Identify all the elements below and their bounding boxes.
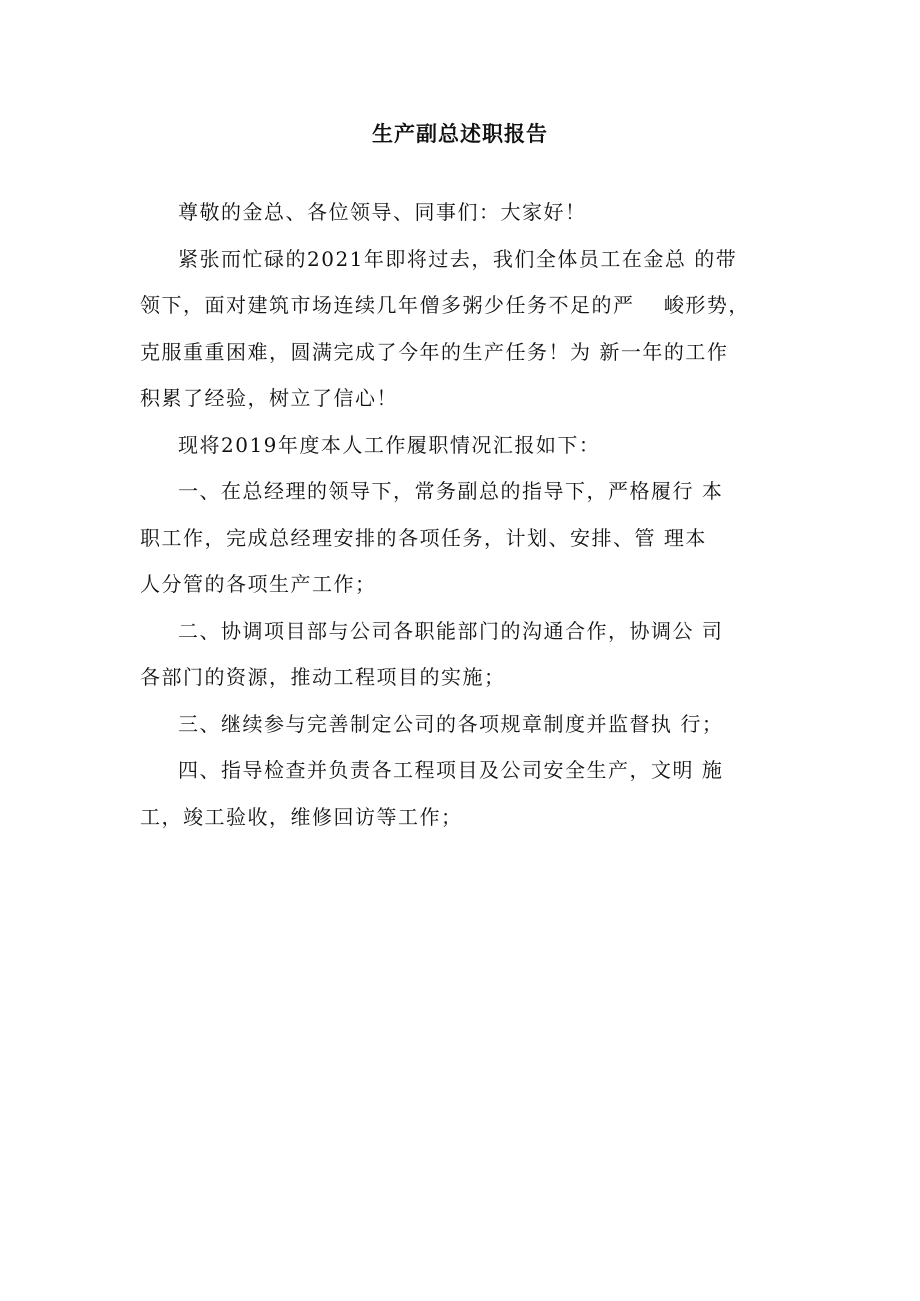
list-item-line: 三、继续参与完善制定公司的各项规章制度并监督执 行； [178,711,724,736]
list-item-line: 人分管的各项生产工作； [140,572,377,596]
list-item-line: 职工作，完成总经理安排的各项任务，计划、安排、管 理本 [140,525,707,550]
paragraph-line: 紧张而忙碌的2021年即将过去，我们全体员工在金总 的带 [178,246,738,271]
paragraph-line: 现将2019年度本人工作履职情况汇报如下： [178,432,601,457]
paragraph-line: 领下，面对建筑市场连续几年僧多粥少任务不足的严 峻形势， [140,293,750,317]
list-item-line: 二、协调项目部与公司各职能部门的沟通合作，协调公 司 [178,618,724,643]
paragraph-line: 克服重重困难，圆满完成了今年的生产任务！为 新一年的工作 [140,339,729,364]
paragraph-line: 积累了经验，树立了信心！ [140,386,398,410]
greeting-line: 尊敬的金总、各位领导、同事们：大家好！ [178,200,587,224]
document-body [140,200,785,851]
list-item-line: 一、在总经理的领导下，常务副总的指导下，严格履行 本 [178,479,724,503]
list-item-line: 工，竣工验收，维修回访等工作； [140,804,463,829]
document-title: 生产副总述职报告 [372,122,548,146]
list-item-line: 各部门的资源，推动工程项目的实施； [140,665,506,689]
list-item-line: 四、指导检查并负责各工程项目及公司安全生产，文明 施 [178,758,724,782]
